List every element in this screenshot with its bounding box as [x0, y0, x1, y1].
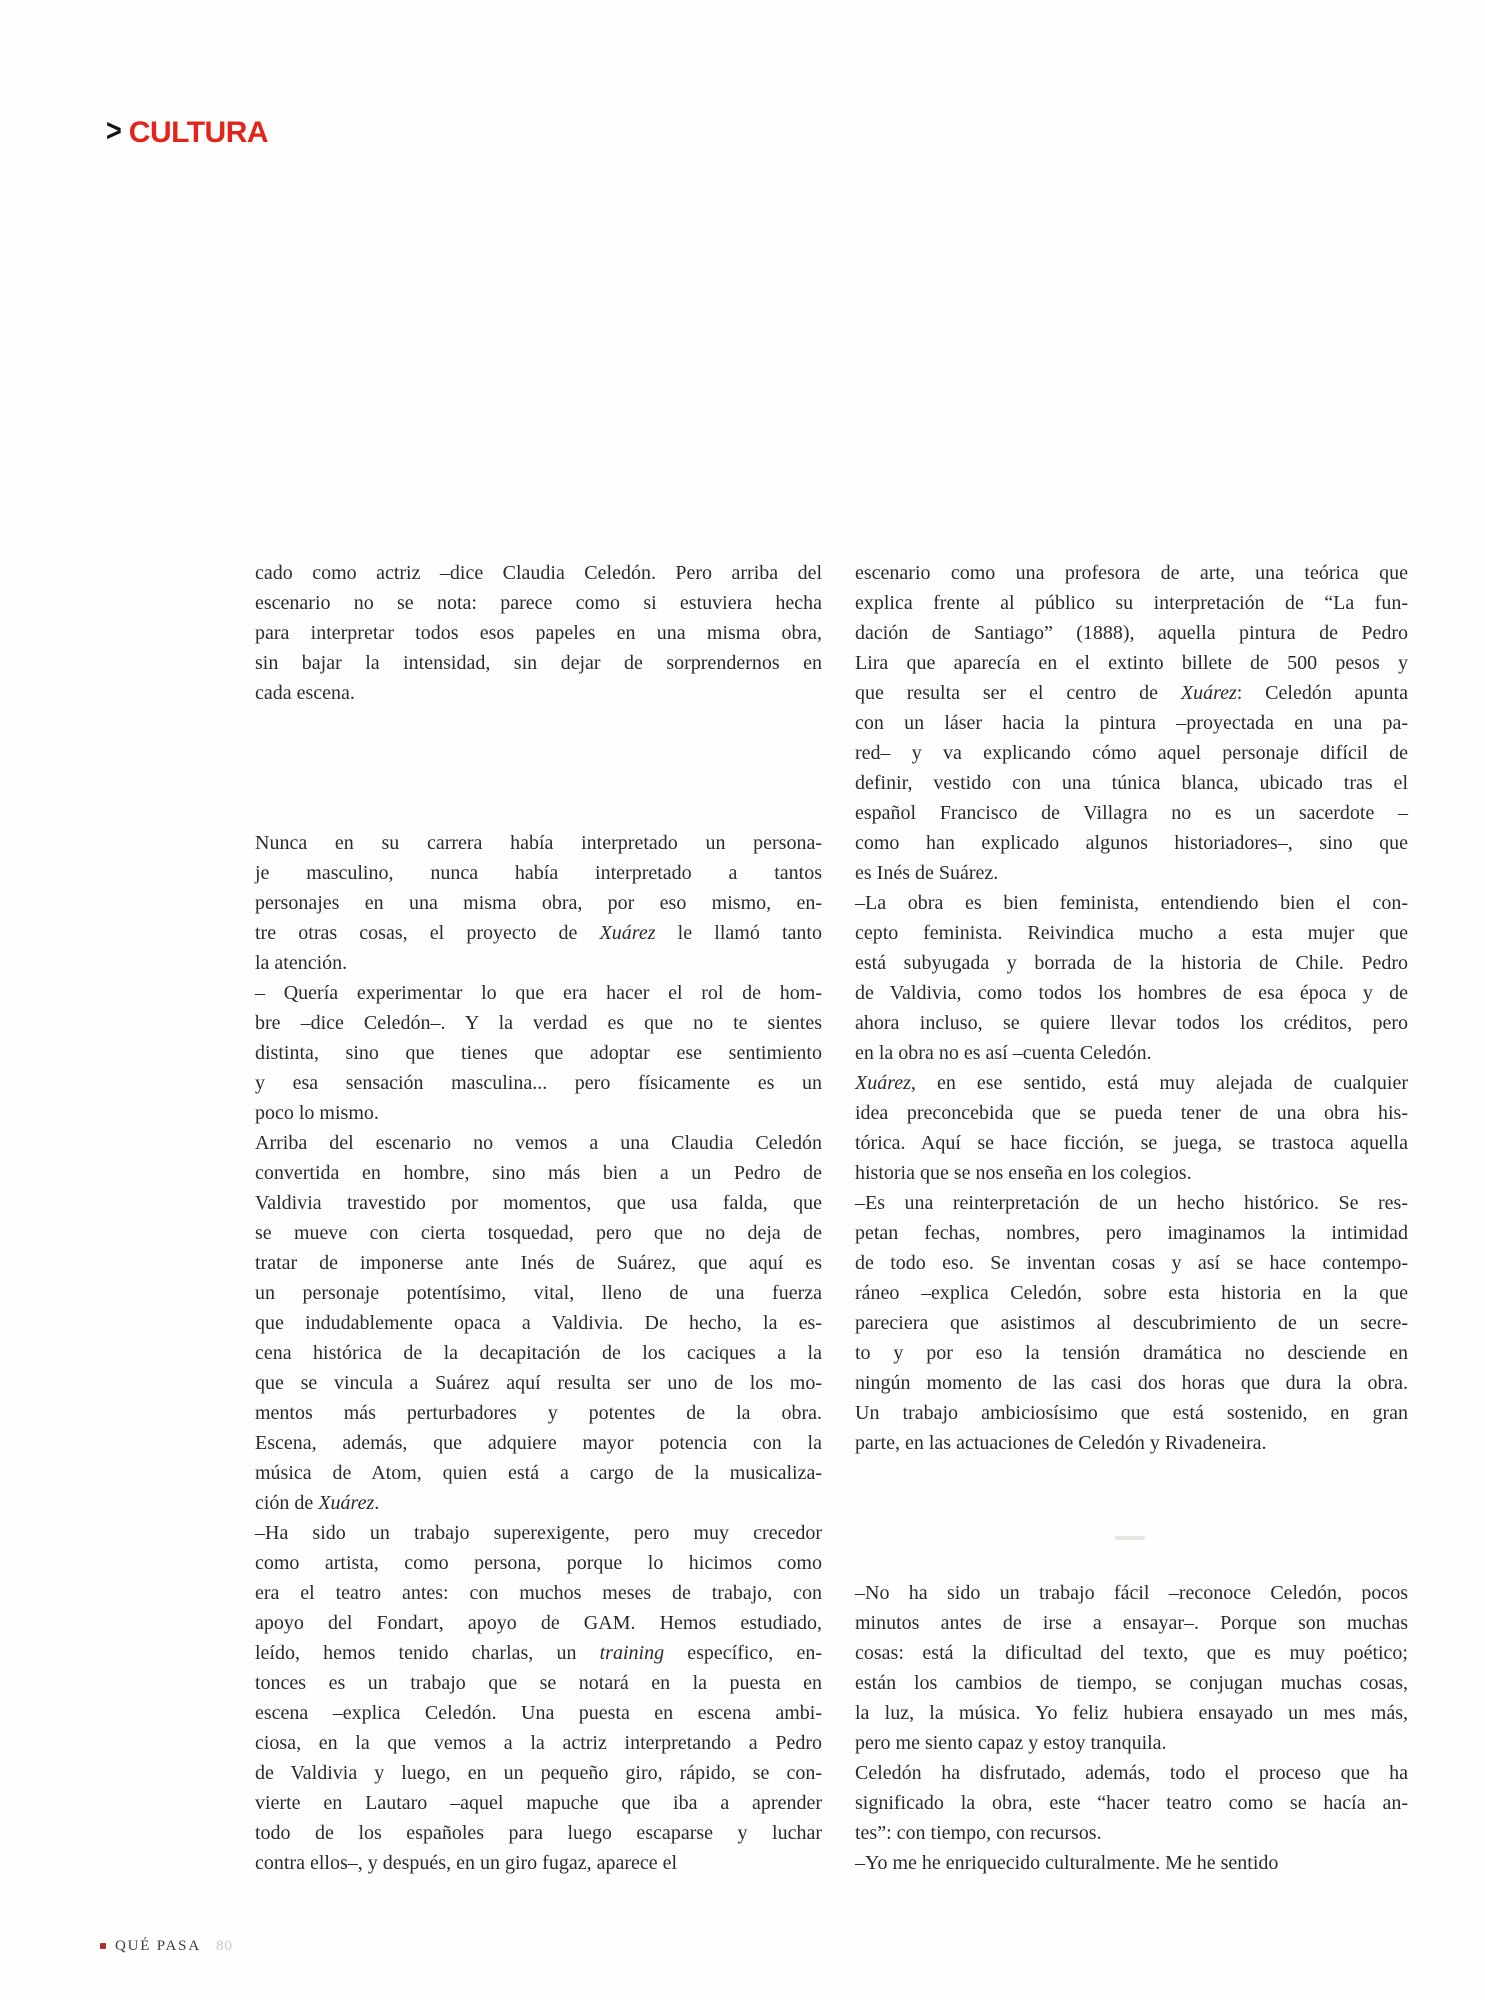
text-line: explica frente al público su interpretación de “La fun- — [855, 592, 1408, 614]
text-line: apoyo del Fondart, apoyo de GAM. Hemos estudiado, — [255, 1612, 822, 1634]
paragraph — [255, 1128, 822, 1518]
text-line: – Quería experimentar lo que era hacer el rol de hom- — [255, 982, 822, 1004]
text-line: la luz, la música. Yo feliz hubiera ensayado un mes más, — [855, 1702, 1408, 1724]
text-line: como han explicado algunos historiadores–, sino que — [855, 832, 1408, 854]
text-line: tórica. Aquí se hace ficción, se juega, se trastoca aquella — [855, 1132, 1408, 1154]
text-line: ahora incluso, se quiere llevar todos los créditos, pero — [855, 1012, 1408, 1034]
text-line: Xuárez, en ese sentido, está muy alejada de cualquier — [855, 1072, 1408, 1094]
paragraph — [255, 1518, 822, 1878]
text-line: que resulta ser el centro de Xuárez: Celedón apunta — [855, 682, 1408, 704]
text-line: que indudablemente opaca a Valdivia. De hecho, la es- — [255, 1312, 822, 1334]
text-line: de todo eso. Se inventan cosas y así se hace contempo- — [855, 1252, 1408, 1274]
text-line: mentos más perturbadores y potentes de la obra. — [255, 1402, 822, 1424]
section-separator-mark — [1115, 1536, 1145, 1540]
text-line: –Ha sido un trabajo superexigente, pero muy crecedor — [255, 1522, 822, 1544]
article-column-right — [855, 558, 1408, 1878]
text-line: para interpretar todos esos papeles en una misma obra, — [255, 622, 822, 644]
text-line: pareciera que asistimos al descubrimiento de un secre- — [855, 1312, 1408, 1334]
text-line: escenario como una profesora de arte, una teórica que — [855, 562, 1408, 584]
text-line: minutos antes de irse a ensayar–. Porque son muchas — [855, 1612, 1408, 1634]
article-column-left — [255, 558, 822, 1878]
text-line: música de Atom, quien está a cargo de la musicaliza- — [255, 1462, 822, 1484]
text-line: pero me siento capaz y estoy tranquila. — [855, 1732, 1167, 1754]
text-line: definir, vestido con una túnica blanca, ubicado tras el — [855, 772, 1408, 794]
text-line: de Valdivia y luego, en un pequeño giro, rápido, se con- — [255, 1762, 822, 1784]
text-line: tre otras cosas, el proyecto de Xuárez le llamó tanto — [255, 922, 822, 944]
section-label: CULTURA — [128, 116, 269, 149]
chevron-icon: > — [106, 112, 122, 149]
text-line: se mueve con cierta tosquedad, pero que no deja de — [255, 1222, 822, 1244]
paragraph — [855, 1848, 1408, 1878]
page-number: 80 — [215, 1938, 233, 1954]
text-line: –Yo me he enriquecido culturalmente. Me he sentido — [855, 1852, 1279, 1874]
text-line: tratar de imponerse ante Inés de Suárez, que aquí es — [255, 1252, 822, 1274]
text-line: español Francisco de Villagra no es un sacerdote – — [855, 802, 1408, 824]
text-line: ningún momento de las casi dos horas que dura la obra. — [855, 1372, 1408, 1394]
text-line: historia que se nos enseña en los colegios. — [855, 1162, 1192, 1184]
paragraph — [855, 888, 1408, 1068]
text-line: –La obra es bien feminista, entendiendo bien el con- — [855, 892, 1408, 914]
paragraph — [855, 1578, 1408, 1758]
text-line: cena histórica de la decapitación de los caciques a la — [255, 1342, 822, 1364]
text-line: ráneo –explica Celedón, sobre esta historia en la que — [855, 1282, 1408, 1304]
text-line: bre –dice Celedón–. Y la verdad es que no te sientes — [255, 1012, 822, 1034]
text-line: cado como actriz –dice Claudia Celedón. Pero arriba del — [255, 562, 822, 584]
text-line: escena –explica Celedón. Una puesta en escena ambi- — [255, 1702, 822, 1724]
text-line: idea preconcebida que se pueda tener de una obra his- — [855, 1102, 1408, 1124]
paragraph — [255, 978, 822, 1128]
text-line: convertida en hombre, sino más bien a un Pedro de — [255, 1162, 822, 1184]
paragraph — [855, 558, 1408, 888]
section-header — [106, 112, 269, 149]
text-line: de Valdivia, como todos los hombres de esa época y de — [855, 982, 1408, 1004]
text-line: distinta, sino que tienes que adoptar ese sentimiento — [255, 1042, 822, 1064]
text-line: petan fechas, nombres, pero imaginamos la intimidad — [855, 1222, 1408, 1244]
text-line: ción de Xuárez. — [255, 1492, 380, 1514]
text-line: Celedón ha disfrutado, además, todo el proceso que ha — [855, 1762, 1408, 1784]
paragraph — [855, 1188, 1408, 1458]
text-line: todo de los españoles para luego escaparse y luchar — [255, 1822, 822, 1844]
bullet-icon — [100, 1943, 106, 1949]
text-line: tes”: con tiempo, con recursos. — [855, 1822, 1102, 1844]
text-line: –No ha sido un trabajo fácil –reconoce Celedón, pocos — [855, 1582, 1408, 1604]
text-line: Arriba del escenario no vemos a una Claudia Celedón — [255, 1132, 822, 1154]
text-line: es Inés de Suárez. — [855, 862, 999, 884]
text-line: como artista, como persona, porque lo hicimos como — [255, 1552, 822, 1574]
text-line: ciosa, en la que vemos a la actriz interpretando a Pedro — [255, 1732, 822, 1754]
text-line: Valdivia travestido por momentos, que usa falda, que — [255, 1192, 822, 1214]
text-line: leído, hemos tenido charlas, un training específico, en- — [255, 1642, 822, 1664]
paragraph — [855, 1758, 1408, 1848]
text-line: la atención. — [255, 952, 348, 974]
text-line: están los cambios de tiempo, se conjugan muchas cosas, — [855, 1672, 1408, 1694]
text-line: escenario no se nota: parece como si estuviera hecha — [255, 592, 822, 614]
text-line: con un láser hacia la pintura –proyectada en una pa- — [855, 712, 1408, 734]
text-line: y esa sensación masculina... pero físicamente es un — [255, 1072, 822, 1094]
text-line: to y por eso la tensión dramática no desciende en — [855, 1342, 1408, 1364]
paragraph — [255, 828, 822, 978]
magazine-name: QUÉ PASA — [115, 1938, 201, 1954]
text-line: cada escena. — [255, 682, 355, 704]
text-line: personajes en una misma obra, por eso mismo, en- — [255, 892, 822, 914]
text-line: red– y va explicando cómo aquel personaje difícil de — [855, 742, 1408, 764]
text-line: Un trabajo ambiciosísimo que está sostenido, en gran — [855, 1402, 1408, 1424]
text-line: dación de Santiago” (1888), aquella pintura de Pedro — [855, 622, 1408, 644]
text-line: cepto feminista. Reivindica mucho a esta mujer que — [855, 922, 1408, 944]
paragraph — [255, 558, 822, 708]
text-line: cosas: está la dificultad del texto, que es muy poético; — [855, 1642, 1408, 1664]
text-line: un personaje potentísimo, vital, lleno de una fuerza — [255, 1282, 822, 1304]
text-line: en la obra no es así –cuenta Celedón. — [855, 1042, 1152, 1064]
paragraph — [855, 1068, 1408, 1188]
text-line: era el teatro antes: con muchos meses de trabajo, con — [255, 1582, 822, 1604]
text-line: está subyugada y borrada de la historia de Chile. Pedro — [855, 952, 1408, 974]
text-line: sin bajar la intensidad, sin dejar de sorprendernos en — [255, 652, 822, 674]
text-line: –Es una reinterpretación de un hecho histórico. Se res- — [855, 1192, 1408, 1214]
text-line: poco lo mismo. — [255, 1102, 379, 1124]
page-footer — [100, 1938, 233, 1955]
text-line: Nunca en su carrera había interpretado un persona- — [255, 832, 822, 854]
text-line: que se vincula a Suárez aquí resulta ser uno de los mo- — [255, 1372, 822, 1394]
text-line: contra ellos–, y después, en un giro fugaz, aparece el — [255, 1852, 678, 1874]
text-line: tonces es un trabajo que se notará en la puesta en — [255, 1672, 822, 1694]
text-line: significado la obra, este “hacer teatro como se hacía an- — [855, 1792, 1408, 1814]
text-line: je masculino, nunca había interpretado a tantos — [255, 862, 822, 884]
text-line: Lira que aparecía en el extinto billete de 500 pesos y — [855, 652, 1408, 674]
text-line: Escena, además, que adquiere mayor potencia con la — [255, 1432, 822, 1454]
text-line: parte, en las actuaciones de Celedón y Rivadeneira. — [855, 1432, 1267, 1454]
text-line: vierte en Lautaro –aquel mapuche que iba a aprender — [255, 1792, 822, 1814]
